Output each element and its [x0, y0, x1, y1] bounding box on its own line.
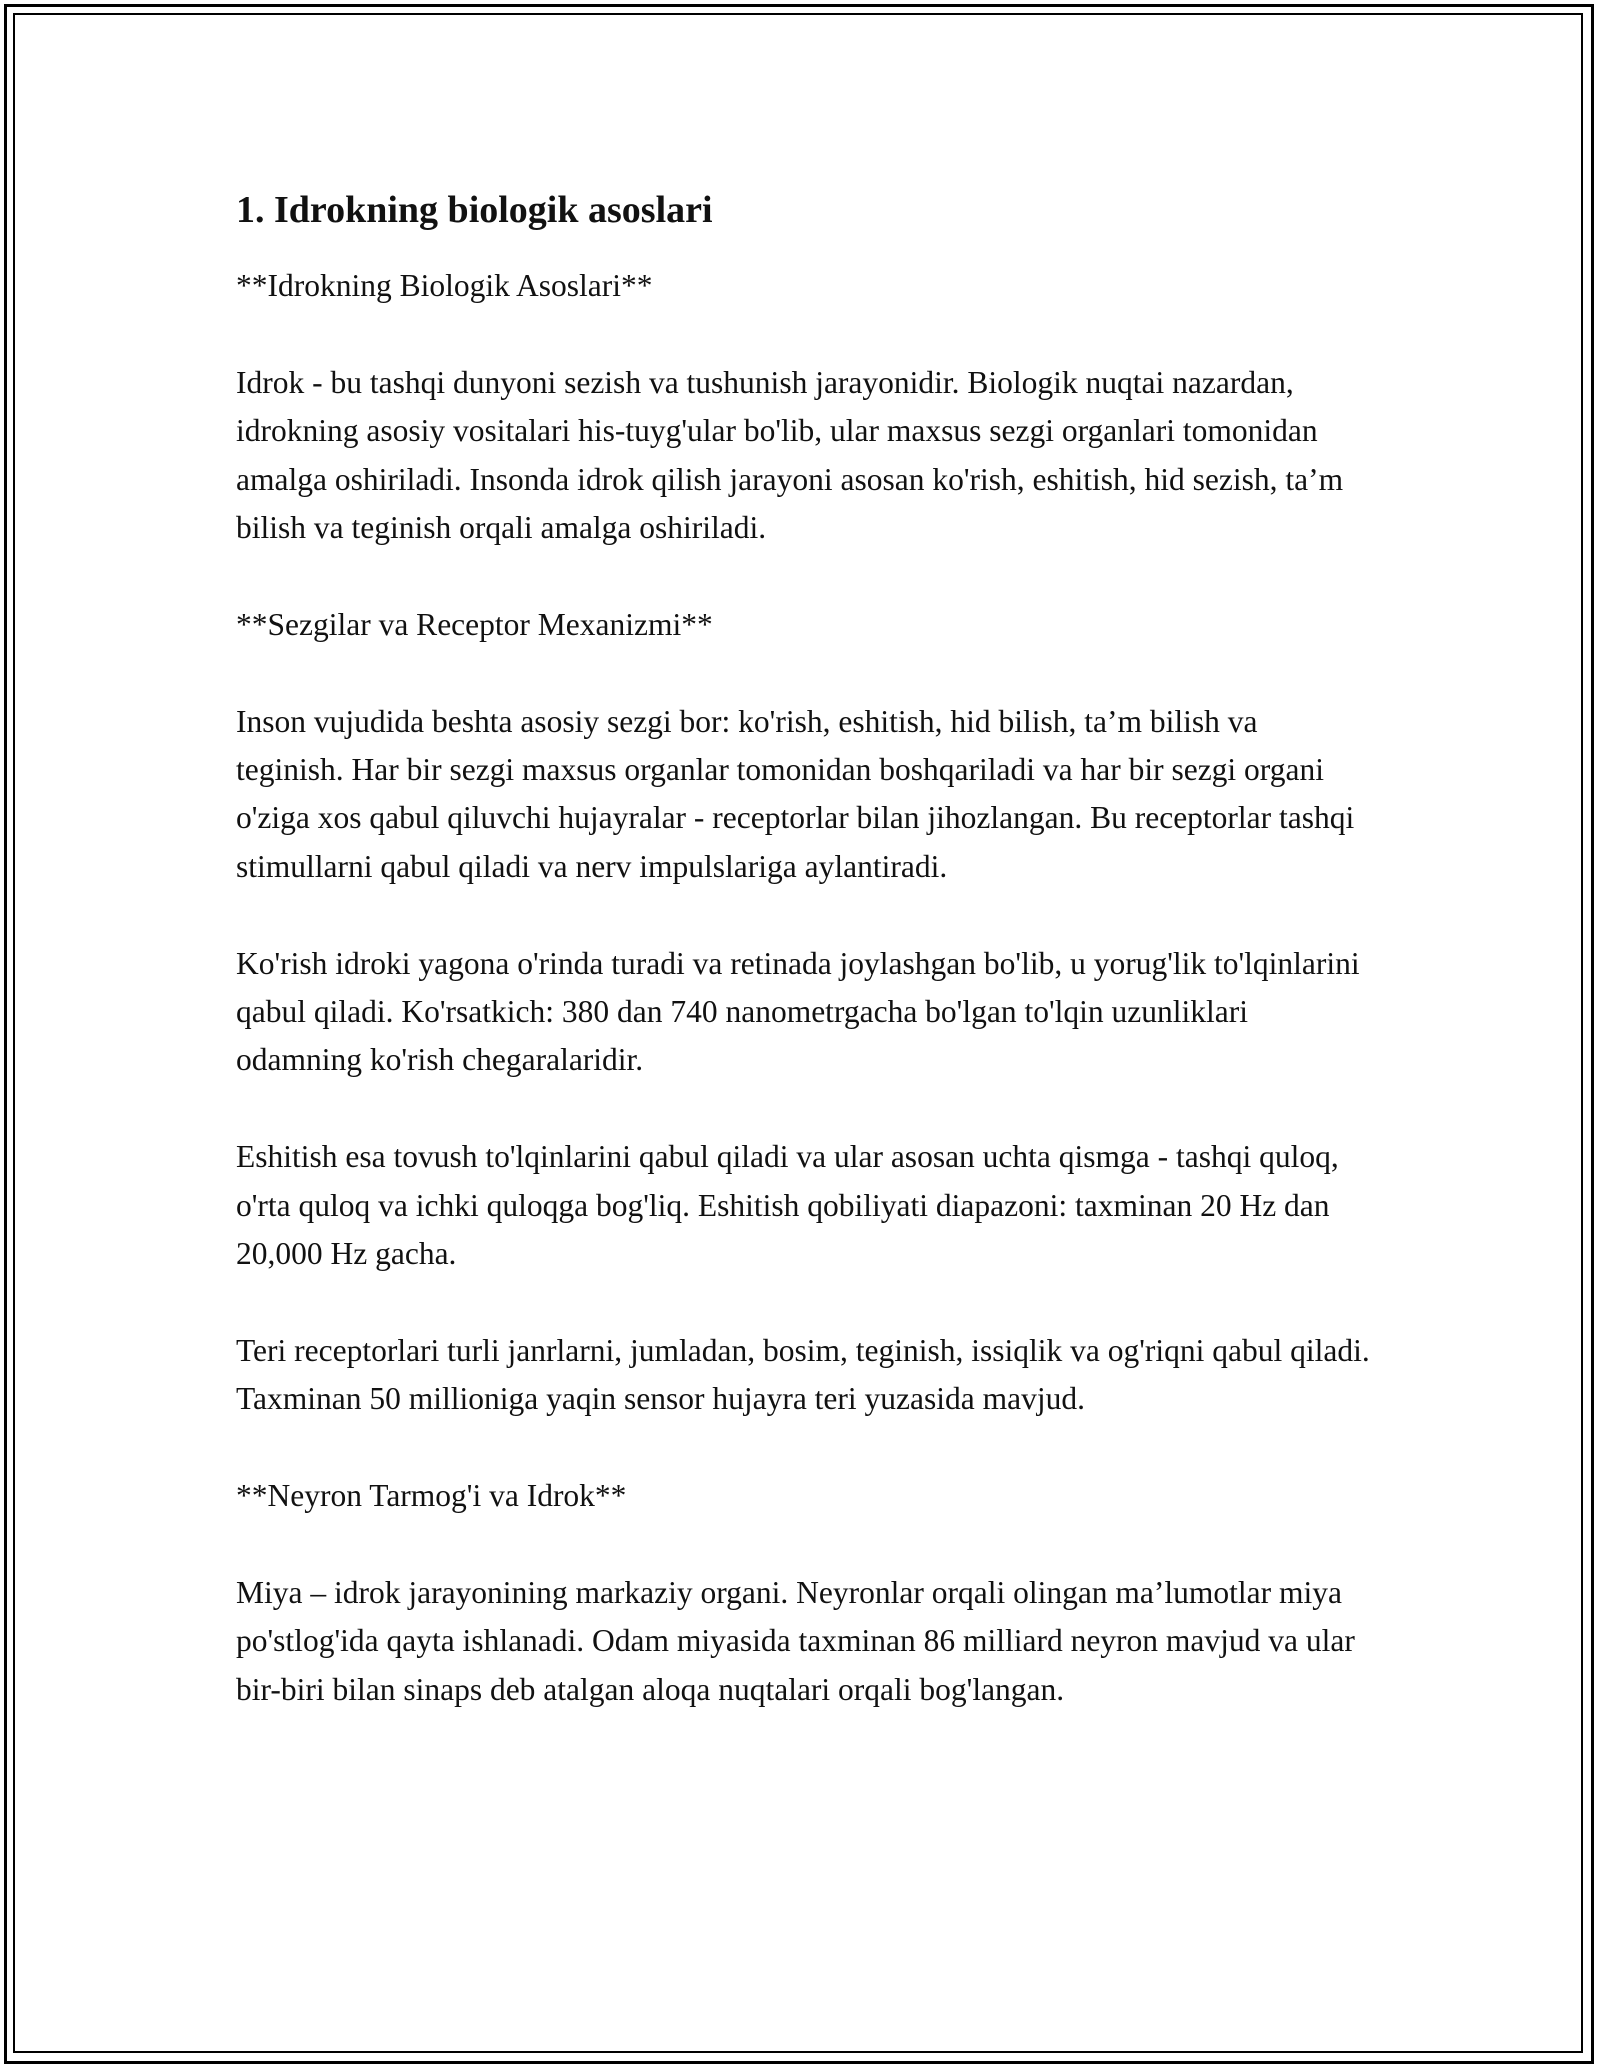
section-heading: 1. Idrokning biologik asoslari — [236, 189, 713, 231]
subheading-sezgilar-receptor: **Sezgilar va Receptor Mexanizmi** — [236, 606, 713, 642]
paragraph-idrok-definition: Idrok - bu tashqi dunyoni sezish va tushunish jarayonidir. Biologik nuqtai nazardan, idrokning asosiy vositalari his-tuyg'ular bo'lib, ular maxsus sezgi organlari tomonidan amalga oshiriladi. Insonda idrok qilish jarayoni asosan ko'rish, eshitish, hid sezish, ta’m bilish va teginish orqali amalga oshiriladi. — [236, 364, 1344, 546]
paragraph-five-senses: Inson vujudida beshta asosiy sezgi bor: ko'rish, eshitish, hid bilish, ta’m bilish va teginish. Har bir sezgi maxsus organlar tomonidan boshqariladi va har bir sezgi organi o'ziga xos qabul qiluvchi hujayralar - receptorlar bilan jihozlangan. Bu receptorlar tashqi stimullarni qabul qiladi va nerv impulslariga aylantiradi. — [236, 703, 1355, 884]
paragraph-hearing: Eshitish esa tovush to'lqinlarini qabul qiladi va ular asosan uchta qismga - tashqi quloq, o'rta quloq va ichki quloqga bog'liq. Eshitish qobiliyati diapazoni: taxminan 20 Hz dan 20,000 Hz gacha. — [236, 1139, 1339, 1272]
document-body — [236, 186, 1371, 1762]
paragraph-vision: Ko'rish idroki yagona o'rinda turadi va retinada joylashgan bo'lib, u yorug'lik to'lqinlarini qabul qiladi. Ko'rsatkich: 380 dan 740 nanometrgacha bo'lgan to'lqin uzunliklari odamning ko'rish chegaralaridir. — [236, 945, 1360, 1078]
paragraph-brain-neurons: Miya – idrok jarayonining markaziy organi. Neyronlar orqali olingan ma’lumotlar miya po'stlog'ida qayta ishlanadi. Odam miyasida taxminan 86 milliard neyron mavjud va ular bir-biri bilan sinaps deb atalgan aloqa nuqtalari orqali bog'langan. — [236, 1574, 1355, 1707]
subheading-biologik-asoslari: **Idrokning Biologik Asoslari** — [236, 268, 653, 303]
subheading-neyron-tarmogi: **Neyron Tarmog'i va Idrok** — [236, 1478, 627, 1514]
paragraph-skin-receptors: Teri receptorlari turli janrlarni, jumladan, bosim, teginish, issiqlik va og'riqni qabul qiladi. Taxminan 50 millioniga yaqin sensor hujayra teri yuzasida mavjud. — [236, 1332, 1370, 1417]
